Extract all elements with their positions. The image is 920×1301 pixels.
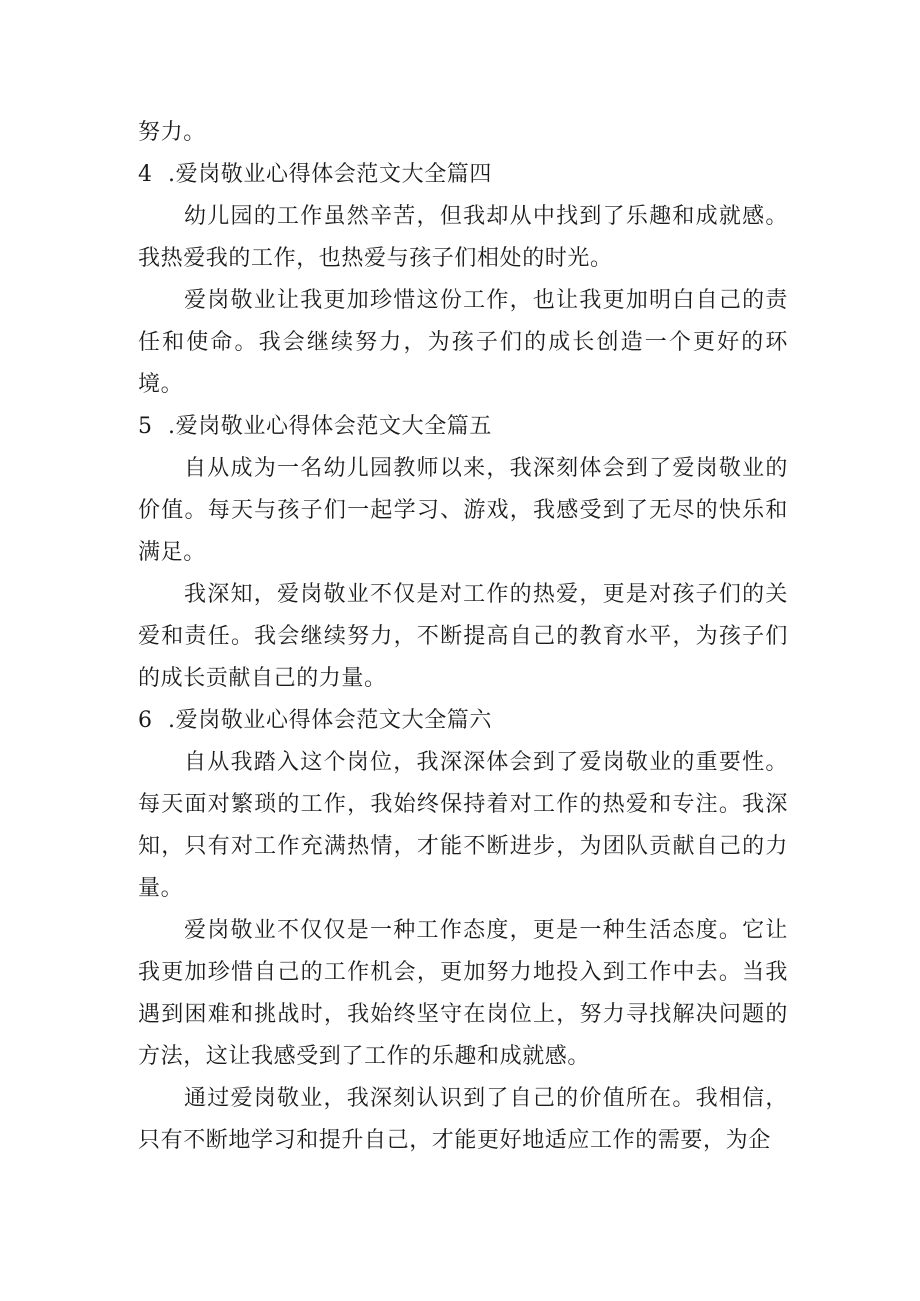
section-title: .爱岗敬业心得体会范文大全篇四 — [168, 162, 492, 187]
paragraph: 幼儿园的工作虽然辛苦，但我却从中找到了乐趣和成就感。我热爱我的工作，也热爱与孩子们相处的时光。 — [138, 204, 788, 271]
section-heading-5 — [138, 406, 788, 448]
section-heading-6 — [138, 700, 788, 742]
section-heading-4 — [138, 154, 788, 196]
paragraph: 爱岗敬业不仅仅是一种工作态度，更是一种生活态度。它让我更加珍惜自己的工作机会，更加努力地投入到工作中去。当我遇到困难和挑战时，我始终坚守在岗位上，努力寻找解决问题的方法，这让我感受到了工作的乐趣和成就感。 — [138, 918, 788, 1069]
paragraph: 通过爱岗敬业，我深刻认识到了自己的价值所在。我相信，只有不断地学习和提升自己，才能更好地适应工作的需要，为企 — [138, 1086, 788, 1153]
section-title: .爱岗敬业心得体会范文大全篇六 — [168, 708, 492, 733]
section-number: 5 — [138, 414, 153, 439]
section-number: 6 — [138, 708, 153, 733]
document-body — [138, 112, 788, 1162]
section-number: 4 — [138, 162, 153, 187]
lead-fragment: 努力。 — [138, 120, 206, 145]
paragraph: 我深知，爱岗敬业不仅是对工作的热爱，更是对孩子们的关爱和责任。我会继续努力，不断提高自己的教育水平，为孩子们的成长贡献自己的力量。 — [138, 582, 788, 691]
section-title: .爱岗敬业心得体会范文大全篇五 — [168, 414, 492, 439]
paragraph: 自从成为一名幼儿园教师以来，我深刻体会到了爱岗敬业的价值。每天与孩子们一起学习、游戏，我感受到了无尽的快乐和满足。 — [138, 456, 788, 565]
paragraph: 爱岗敬业让我更加珍惜这份工作，也让我更加明白自己的责任和使命。我会继续努力，为孩子们的成长创造一个更好的环境。 — [138, 288, 788, 397]
paragraph: 自从我踏入这个岗位，我深深体会到了爱岗敬业的重要性。每天面对繁琐的工作，我始终保持着对工作的热爱和专注。我深知，只有对工作充满热情，才能不断进步，为团队贡献自己的力量。 — [138, 750, 788, 901]
